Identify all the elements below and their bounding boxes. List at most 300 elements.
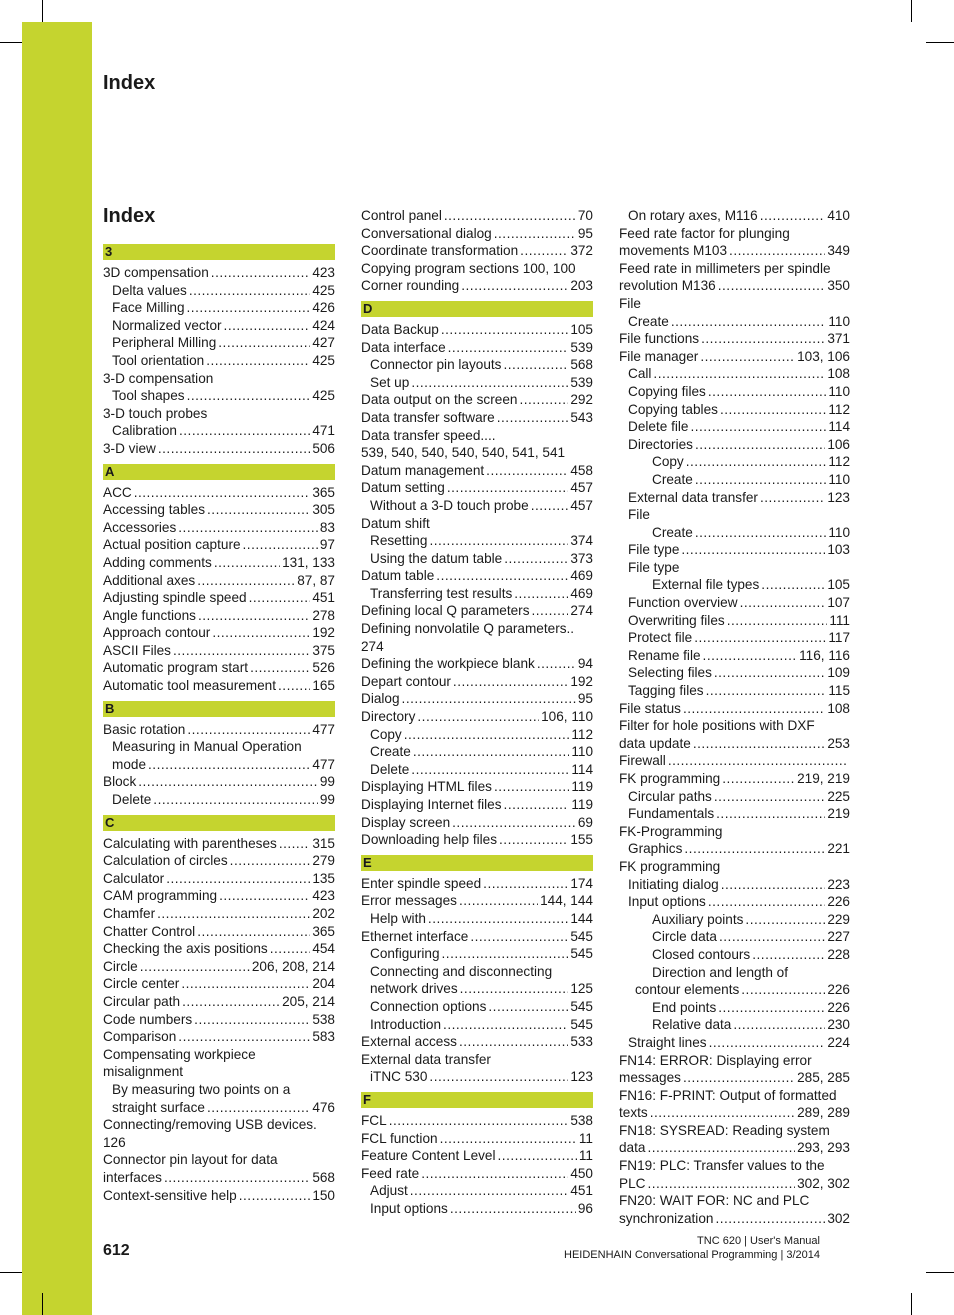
entry-page-ref: 477 [312, 721, 335, 737]
index-entry [103, 1063, 335, 1081]
entry-term: Feature Content Level [361, 1148, 496, 1164]
entry-term: 3D compensation [103, 265, 209, 280]
entry-term: misalignment [103, 1064, 184, 1080]
leader-dots [436, 567, 568, 585]
entry-term: Block [103, 774, 137, 790]
footer [564, 1234, 820, 1262]
entry-term: Circular path [103, 993, 181, 1009]
entry-page-ref: 253 [827, 735, 850, 751]
leader-dots [504, 796, 570, 814]
index-entry [103, 1081, 335, 1099]
entry-term: File functions [619, 331, 700, 347]
entry-term: Calculating with parentheses [103, 835, 277, 851]
leader-dots [486, 462, 568, 480]
leader-dots [514, 585, 568, 603]
leader-dots [690, 418, 826, 436]
entry-term: Function overview [628, 595, 738, 611]
index-entry [103, 519, 335, 537]
entry-term: 3-D compensation [103, 370, 214, 386]
entry-term: File [619, 295, 641, 311]
entry-page-ref: 109 [827, 665, 850, 681]
entry-page-ref: 117 [828, 630, 850, 646]
entry-term: PLC [619, 1175, 646, 1191]
leader-dots [278, 677, 310, 695]
entry-term: iTNC 530 [370, 1069, 428, 1085]
entry-term: Displaying Internet files [361, 797, 502, 812]
index-entry [619, 418, 850, 436]
entry-term: Datum table [361, 568, 435, 584]
index-title: Index [103, 205, 156, 227]
index-entry [361, 427, 593, 445]
index-entry [361, 207, 593, 225]
leader-dots [459, 1033, 568, 1051]
leader-dots [461, 277, 568, 295]
entry-page-ref: 174 [570, 875, 593, 891]
entry-term: Copy [652, 454, 684, 470]
index-entry [103, 317, 335, 335]
footer-line-2: HEIDENHAIN Conversational Programming | 3/2014 [564, 1249, 820, 1261]
leader-dots [153, 791, 318, 809]
index-entry [619, 823, 850, 841]
entry-term: Copying files [628, 383, 706, 399]
entry-page-ref: 451 [570, 1183, 593, 1199]
entry-page-ref: 219, 219 [797, 771, 850, 786]
index-entry [361, 585, 593, 603]
entry-page-ref: 144 [570, 910, 593, 926]
index-entry [361, 778, 593, 796]
entry-term: Peripheral Milling [112, 335, 217, 351]
entry-page-ref: 278 [312, 607, 335, 623]
entry-term: ASCII Files [103, 642, 171, 658]
entry-page-ref: 539 [570, 339, 593, 355]
entry-term: Circle center [103, 976, 180, 992]
entry-term: Introduction [370, 1016, 442, 1032]
entry-page-ref: 110 [828, 524, 850, 540]
entry-term: External access [361, 1034, 457, 1050]
running-head: Index [103, 72, 156, 94]
leader-dots [442, 945, 569, 963]
entry-term: revolution M136 [619, 278, 716, 294]
leader-dots [194, 1011, 310, 1029]
index-column-3 [619, 207, 850, 1227]
entry-term: Downloading help files [361, 832, 498, 848]
index-entry [619, 383, 850, 401]
leader-dots [212, 624, 310, 642]
index-entry [103, 1046, 335, 1064]
entry-term: Create [628, 313, 669, 329]
entry-term: Connecting and disconnecting [370, 963, 553, 979]
index-column-2 [361, 207, 593, 1217]
index-entry [361, 1147, 593, 1165]
index-entry [361, 963, 593, 981]
crop-mark [926, 1272, 954, 1273]
entry-term: Configuring [370, 946, 440, 962]
leader-dots [703, 647, 798, 665]
entry-page-ref: 229 [827, 911, 850, 927]
entry-page-ref: 103, 106 [797, 348, 850, 364]
entry-term: By measuring two points on a [112, 1081, 291, 1097]
entry-term: Connection options [370, 998, 487, 1014]
index-entry [361, 892, 593, 910]
index-entry [361, 1112, 593, 1130]
leader-dots [187, 721, 310, 739]
entry-term: Corner rounding [361, 278, 460, 294]
entry-page-ref: 457 [570, 497, 593, 513]
entry-page-ref: 274 [570, 603, 593, 619]
entry-term: Copy [370, 726, 402, 742]
entry-term: Displaying HTML files [361, 779, 492, 795]
index-entry [103, 1011, 335, 1029]
entry-term: messages [619, 1070, 681, 1086]
entry-page-ref: 144, 144 [540, 893, 593, 909]
index-entry [361, 875, 593, 893]
index-entry [619, 313, 850, 331]
entry-page-ref: 315 [312, 835, 335, 851]
index-entry [619, 1210, 850, 1228]
entry-term: Feed rate [361, 1165, 420, 1181]
leader-dots [428, 910, 568, 928]
index-entry [361, 339, 593, 357]
index-entry [103, 958, 335, 976]
index-entry [103, 1099, 335, 1117]
index-entry [103, 887, 335, 905]
entry-term: 274 [361, 638, 384, 654]
entry-page-ref: 424 [312, 317, 335, 333]
entry-term: 539, 540, 540, 540, 540, 541, 541 [361, 445, 566, 461]
page-number: 612 [103, 1242, 130, 1259]
leader-dots [441, 321, 568, 339]
entry-term: Data output on the screen [361, 392, 518, 408]
leader-dots [197, 923, 310, 941]
entry-term: External file types [652, 577, 760, 593]
entry-page-ref: 450 [570, 1165, 593, 1181]
entry-term: data [619, 1140, 646, 1156]
entry-term: Defining nonvolatile Q parameters.. [361, 621, 575, 637]
leader-dots [429, 532, 568, 550]
index-entry [103, 1187, 335, 1205]
crop-mark [911, 1293, 912, 1315]
index-entry [103, 554, 335, 572]
entry-term: Normalized vector [112, 317, 222, 333]
entry-page-ref: 374 [570, 533, 593, 549]
entry-term: Firewall [619, 753, 666, 769]
leader-dots [187, 387, 311, 405]
entry-term: FN19: PLC: Transfer values to the [619, 1158, 825, 1174]
index-entry [103, 299, 335, 317]
leader-dots [181, 975, 310, 993]
entry-page-ref: 425 [312, 282, 335, 298]
letter-header: C [103, 815, 335, 831]
index-entry [103, 773, 335, 791]
entry-page-ref: 112 [571, 726, 593, 742]
leader-dots [404, 726, 570, 744]
index-entry [361, 690, 593, 708]
leader-dots [459, 892, 538, 910]
entry-page-ref: 116, 116 [799, 647, 850, 663]
entry-term: Approach contour [103, 625, 211, 641]
index-entry [361, 374, 593, 392]
index-entry [103, 440, 335, 458]
entry-term: Chamfer [103, 906, 156, 921]
leader-dots [700, 348, 795, 366]
index-entry [103, 1116, 335, 1134]
leader-dots [722, 770, 795, 788]
leader-dots [695, 524, 827, 542]
entry-page-ref: 97 [319, 537, 335, 553]
index-entry [619, 401, 850, 419]
entry-term: Enter spindle speed [361, 875, 482, 891]
index-entry [619, 1175, 850, 1193]
entry-term: FCL function [361, 1130, 438, 1146]
entry-page-ref: 119 [571, 779, 593, 795]
entry-page-ref: 476 [312, 1099, 335, 1115]
leader-dots [531, 497, 569, 515]
leader-dots [148, 756, 310, 774]
leader-dots [157, 905, 310, 923]
entry-term: movements M103 [619, 243, 728, 259]
entry-term: Circular paths [628, 788, 712, 804]
entry-term: Directory [361, 709, 416, 725]
entry-page-ref: 125 [570, 981, 593, 997]
entry-term: File manager [619, 348, 699, 364]
entry-page-ref: 106, 110 [541, 709, 593, 725]
entry-page-ref: 545 [570, 1016, 593, 1032]
entry-page-ref: 293, 293 [797, 1140, 850, 1156]
entry-page-ref: 105 [570, 321, 593, 337]
leader-dots [745, 911, 825, 929]
index-entry [619, 788, 850, 806]
entry-term: Delta values [112, 282, 187, 298]
entry-page-ref: 219 [827, 806, 850, 822]
entry-term: Code numbers [103, 1011, 193, 1027]
index-entry [361, 655, 593, 673]
leader-dots [417, 708, 539, 726]
entry-page-ref: 289, 289 [797, 1105, 850, 1121]
entry-term: Accessories [103, 519, 177, 535]
entry-term: Defining the workpiece blank [361, 656, 535, 672]
leader-dots [497, 409, 569, 427]
leader-dots [520, 242, 568, 260]
index-entry [361, 444, 593, 462]
index-entry [619, 1192, 850, 1210]
leader-dots [429, 1068, 568, 1086]
entry-page-ref: 538 [570, 1112, 593, 1128]
entry-page-ref: 105 [827, 577, 850, 593]
entry-page-ref: 123 [570, 1069, 593, 1085]
leader-dots [671, 313, 827, 331]
entry-term: External data transfer [361, 1051, 491, 1067]
index-entry [103, 791, 335, 809]
index-entry [361, 225, 593, 243]
entry-term: Relative data [652, 1017, 732, 1033]
entry-page-ref: 458 [570, 462, 593, 478]
entry-page-ref: 103 [827, 542, 850, 558]
index-entry [619, 752, 850, 770]
leader-dots [706, 682, 827, 700]
leader-dots [503, 356, 568, 374]
leader-dots [504, 550, 568, 568]
entry-term: Display screen [361, 814, 451, 830]
index-entry [619, 348, 850, 366]
index-entry [619, 928, 850, 946]
index-entry [361, 1165, 593, 1183]
leader-dots [239, 1187, 311, 1205]
index-entry [103, 624, 335, 642]
index-entry [619, 1122, 850, 1140]
entry-term: Feed rate in millimeters per spindle [619, 260, 831, 276]
index-entry [103, 905, 335, 923]
entry-term: network drives [370, 981, 458, 997]
leader-dots [440, 1130, 577, 1148]
entry-page-ref: 545 [570, 946, 593, 962]
entry-term: Straight lines [628, 1034, 707, 1050]
entry-term: Context-sensitive help [103, 1187, 237, 1203]
entry-term: Initiating dialog [628, 876, 719, 892]
entry-term: Tool shapes [112, 388, 185, 404]
leader-dots [207, 1099, 310, 1117]
index-entry [361, 277, 593, 295]
index-entry [619, 541, 850, 559]
entry-term: Compensating workpiece [103, 1046, 256, 1062]
leader-dots [718, 999, 825, 1017]
entry-term: ACC [103, 484, 132, 500]
leader-dots [389, 1112, 569, 1130]
entry-page-ref: 375 [312, 642, 335, 658]
index-entry [361, 1051, 593, 1069]
leader-dots [653, 365, 825, 383]
entry-page-ref: 114 [571, 761, 593, 777]
index-entry [361, 515, 593, 533]
entry-term: Datum shift [361, 515, 430, 531]
entry-page-ref: 230 [827, 1017, 850, 1033]
leader-dots [714, 664, 825, 682]
entry-page-ref: 506 [312, 440, 335, 456]
index-entry [361, 567, 593, 585]
entry-term: 3-D view [103, 440, 156, 456]
index-entry [361, 479, 593, 497]
entry-page-ref: 539 [570, 374, 593, 390]
index-entry [619, 682, 850, 700]
leader-dots [410, 1182, 569, 1200]
entry-page-ref: 279 [312, 853, 335, 869]
entry-term: Comparison [103, 1029, 177, 1045]
index-entry [361, 673, 593, 691]
index-entry [619, 576, 850, 594]
entry-term: interfaces [103, 1169, 162, 1185]
leader-dots [421, 1165, 568, 1183]
index-entry [619, 453, 850, 471]
entry-term: Data transfer speed.... [361, 427, 496, 443]
entry-term: Graphics [628, 841, 683, 857]
leader-dots [701, 330, 825, 348]
index-entry [619, 700, 850, 718]
index-entry [619, 365, 850, 383]
leader-dots [453, 673, 568, 691]
index-entry [103, 1134, 335, 1152]
entry-term: Copying program sections 100, 100 [361, 260, 576, 276]
entry-term: Adjust [370, 1183, 408, 1199]
entry-term: Checking the axis positions [103, 941, 268, 957]
entry-term: External data transfer [628, 489, 758, 505]
entry-term: Create [652, 471, 693, 487]
entry-page-ref: 425 [312, 388, 335, 404]
leader-dots [443, 1016, 568, 1034]
letter-header: E [361, 855, 593, 871]
entry-page-ref: 135 [312, 870, 335, 886]
entry-page-ref: 223 [827, 876, 850, 892]
index-entry [619, 1157, 850, 1175]
leader-dots [179, 422, 310, 440]
entry-page-ref: 425 [312, 352, 335, 368]
entry-page-ref: 302 [827, 1210, 850, 1226]
entry-page-ref: 99 [319, 774, 335, 790]
entry-page-ref: 202 [312, 906, 335, 921]
entry-term: Closed contours [652, 946, 751, 962]
leader-dots [450, 1200, 576, 1218]
leader-dots [650, 1104, 795, 1122]
index-entry [619, 506, 850, 524]
index-entry [361, 1182, 593, 1200]
entry-term: Datum setting [361, 480, 445, 496]
entry-term: Rename file [628, 647, 701, 663]
entry-term: Control panel [361, 208, 442, 223]
leader-dots [211, 264, 311, 282]
index-entry [103, 677, 335, 695]
entry-page-ref: 110 [828, 383, 850, 399]
index-entry [361, 831, 593, 849]
entry-page-ref: 371 [827, 331, 850, 347]
entry-page-ref: 469 [570, 585, 593, 601]
entry-term: Face Milling [112, 300, 185, 316]
leader-dots [198, 607, 310, 625]
footer-line-1: TNC 620 | User's Manual [697, 1235, 820, 1247]
entry-page-ref: 350 [827, 278, 850, 294]
leader-dots [224, 317, 311, 335]
leader-dots [532, 602, 569, 620]
entry-term: Fundamentals [628, 806, 715, 822]
leader-dots [494, 778, 569, 796]
entry-page-ref: 192 [312, 625, 335, 641]
entry-term: Angle functions [103, 607, 196, 623]
leader-dots [760, 489, 825, 507]
entry-page-ref: 423 [312, 888, 335, 904]
entry-term: Circle [103, 958, 138, 974]
entry-page-ref: 204 [312, 976, 335, 992]
crop-mark [0, 42, 22, 43]
entry-term: Create [652, 524, 693, 540]
entry-page-ref: 87, 87 [297, 572, 335, 588]
index-entry [103, 484, 335, 502]
entry-page-ref: 226 [827, 894, 850, 910]
leader-dots [411, 761, 569, 779]
entry-page-ref: 545 [570, 998, 593, 1014]
entry-page-ref: 533 [570, 1034, 593, 1050]
leader-dots [411, 374, 568, 392]
leader-dots [214, 554, 280, 572]
leader-dots [740, 594, 826, 612]
index-entry [103, 852, 335, 870]
entry-page-ref: 568 [570, 357, 593, 373]
index-entry [361, 321, 593, 339]
entry-page-ref: 155 [570, 832, 593, 848]
index-entry [619, 471, 850, 489]
leader-dots [729, 242, 825, 260]
leader-dots [693, 735, 826, 753]
entry-term: Basic rotation [103, 721, 186, 737]
index-entry [361, 356, 593, 374]
letter-header: A [103, 464, 335, 480]
index-entry [103, 659, 335, 677]
